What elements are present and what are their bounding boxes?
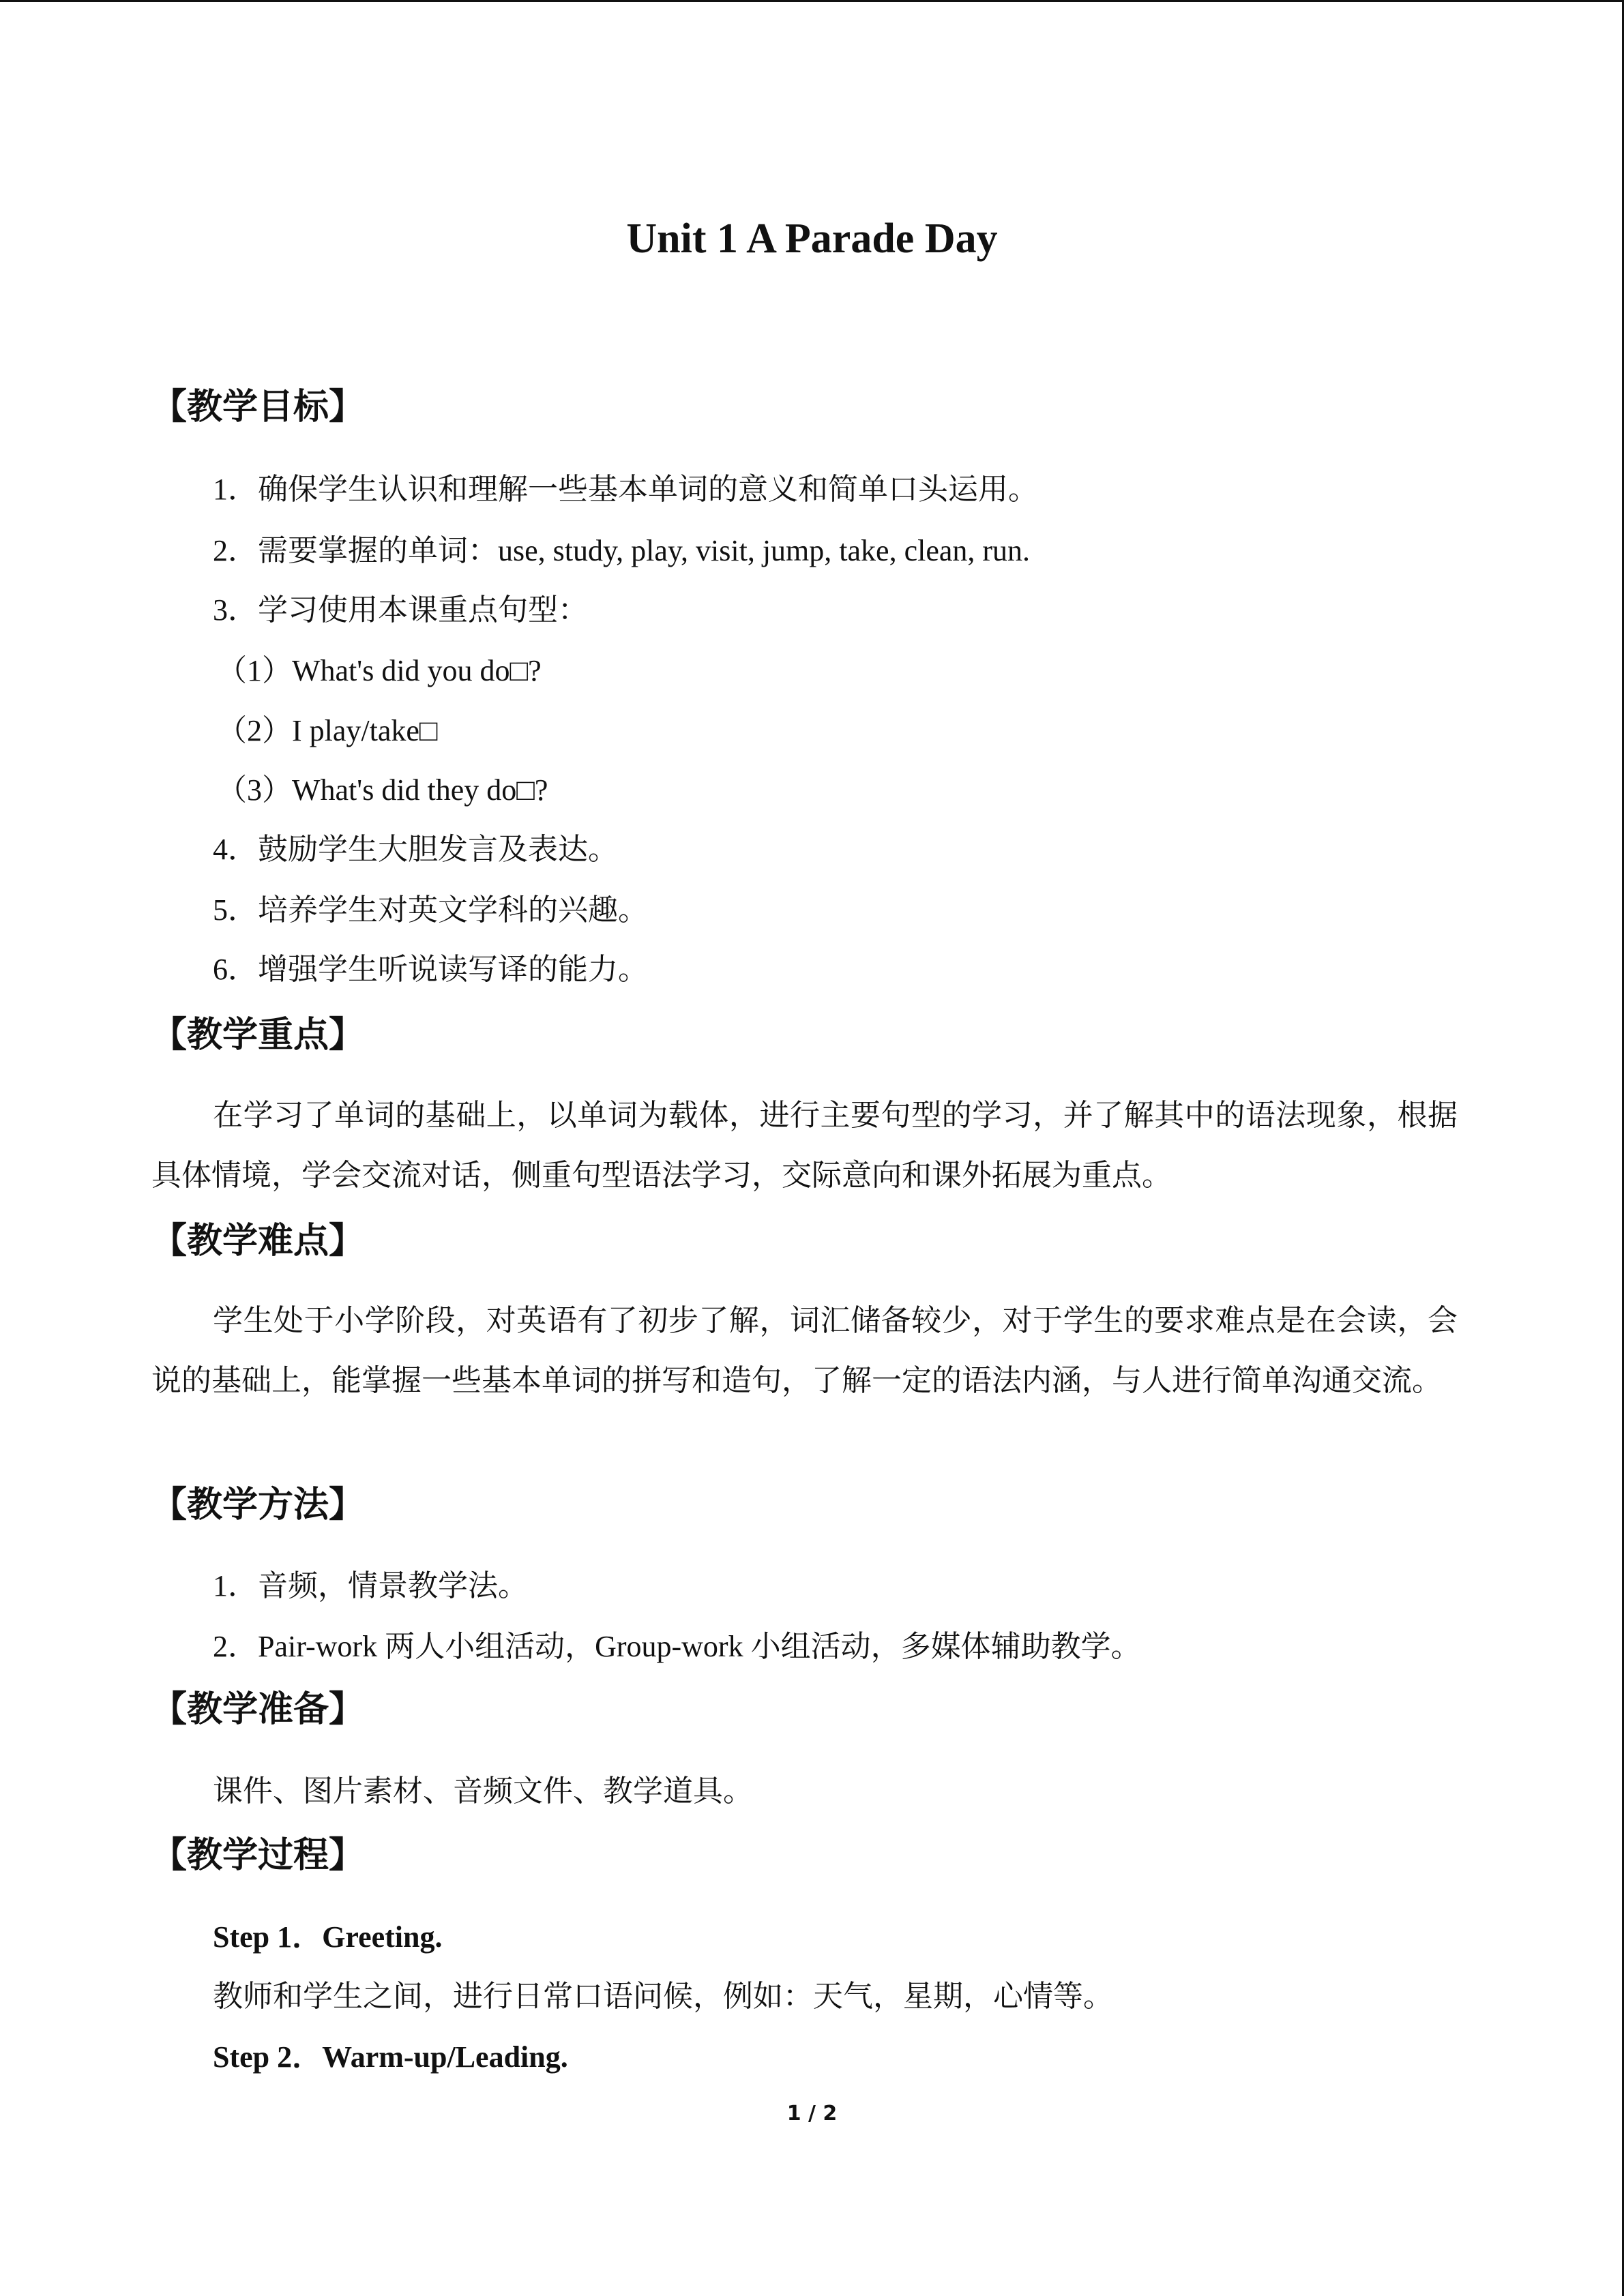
section-heading-methods: 【教学方法】 xyxy=(151,1485,365,1525)
objective-item: 5．培养学生对英文学科的兴趣。 xyxy=(213,893,648,927)
step-2-title: Step 2．Warm-up/Leading. xyxy=(213,2040,568,2074)
objective-item: 1．确保学生认识和理解一些基本单词的意义和简单口头运用。 xyxy=(213,473,1038,506)
section-heading-preparation: 【教学准备】 xyxy=(151,1689,365,1730)
section-heading-key-points: 【教学重点】 xyxy=(151,1015,365,1056)
preparation-text: 课件、图片素材、音频文件、教学道具。 xyxy=(213,1774,753,1808)
page-number: 1 / 2 xyxy=(786,2102,838,2126)
objective-sentence-pattern: （3）What's did they do□? xyxy=(217,773,548,807)
document-title: Unit 1 A Parade Day xyxy=(626,215,998,262)
key-points-paragraph: 在学习了单词的基础上，以单词为载体，进行主要句型的学习，并了解其中的语法现象，根据具体情境，学会交流对话，侧重句型语法学习，交际意向和课外拓展为重点。 xyxy=(151,1099,1458,1192)
objective-item: 2．需要掌握的单词：use, study, play, visit, jump, take, clean, run. xyxy=(213,534,1031,567)
objective-sentence-pattern: （2）I play/take□ xyxy=(217,714,438,747)
objective-sentence-pattern: （1）What's did you do□? xyxy=(217,654,542,687)
objective-item: 6．增强学生听说读写译的能力。 xyxy=(213,953,648,986)
section-heading-difficulties: 【教学难点】 xyxy=(151,1221,365,1262)
method-item: 2．Pair-work 两人小组活动，Group-work 小组活动，多媒体辅助教学。 xyxy=(213,1630,1141,1663)
method-item: 1．音频，情景教学法。 xyxy=(213,1569,528,1602)
difficulties-paragraph: 学生处于小学阶段，对英语有了初步了解，词汇储备较少，对于学生的要求难点是在会读，会说的基础上，能掌握一些基本单词的拼写和造句，了解一定的语法内涵，与人进行简单沟通交流。 xyxy=(151,1304,1458,1397)
section-heading-objectives: 【教学目标】 xyxy=(151,387,365,428)
step-1-text: 教师和学生之间，进行日常口语问候，例如：天气，星期，心情等。 xyxy=(213,1980,1113,2013)
step-1-title: Step 1．Greeting. xyxy=(213,1920,443,1954)
objective-item: 4．鼓励学生大胆发言及表达。 xyxy=(213,833,618,866)
section-heading-process: 【教学过程】 xyxy=(151,1835,365,1876)
objective-item: 3．学习使用本课重点句型： xyxy=(213,593,588,627)
